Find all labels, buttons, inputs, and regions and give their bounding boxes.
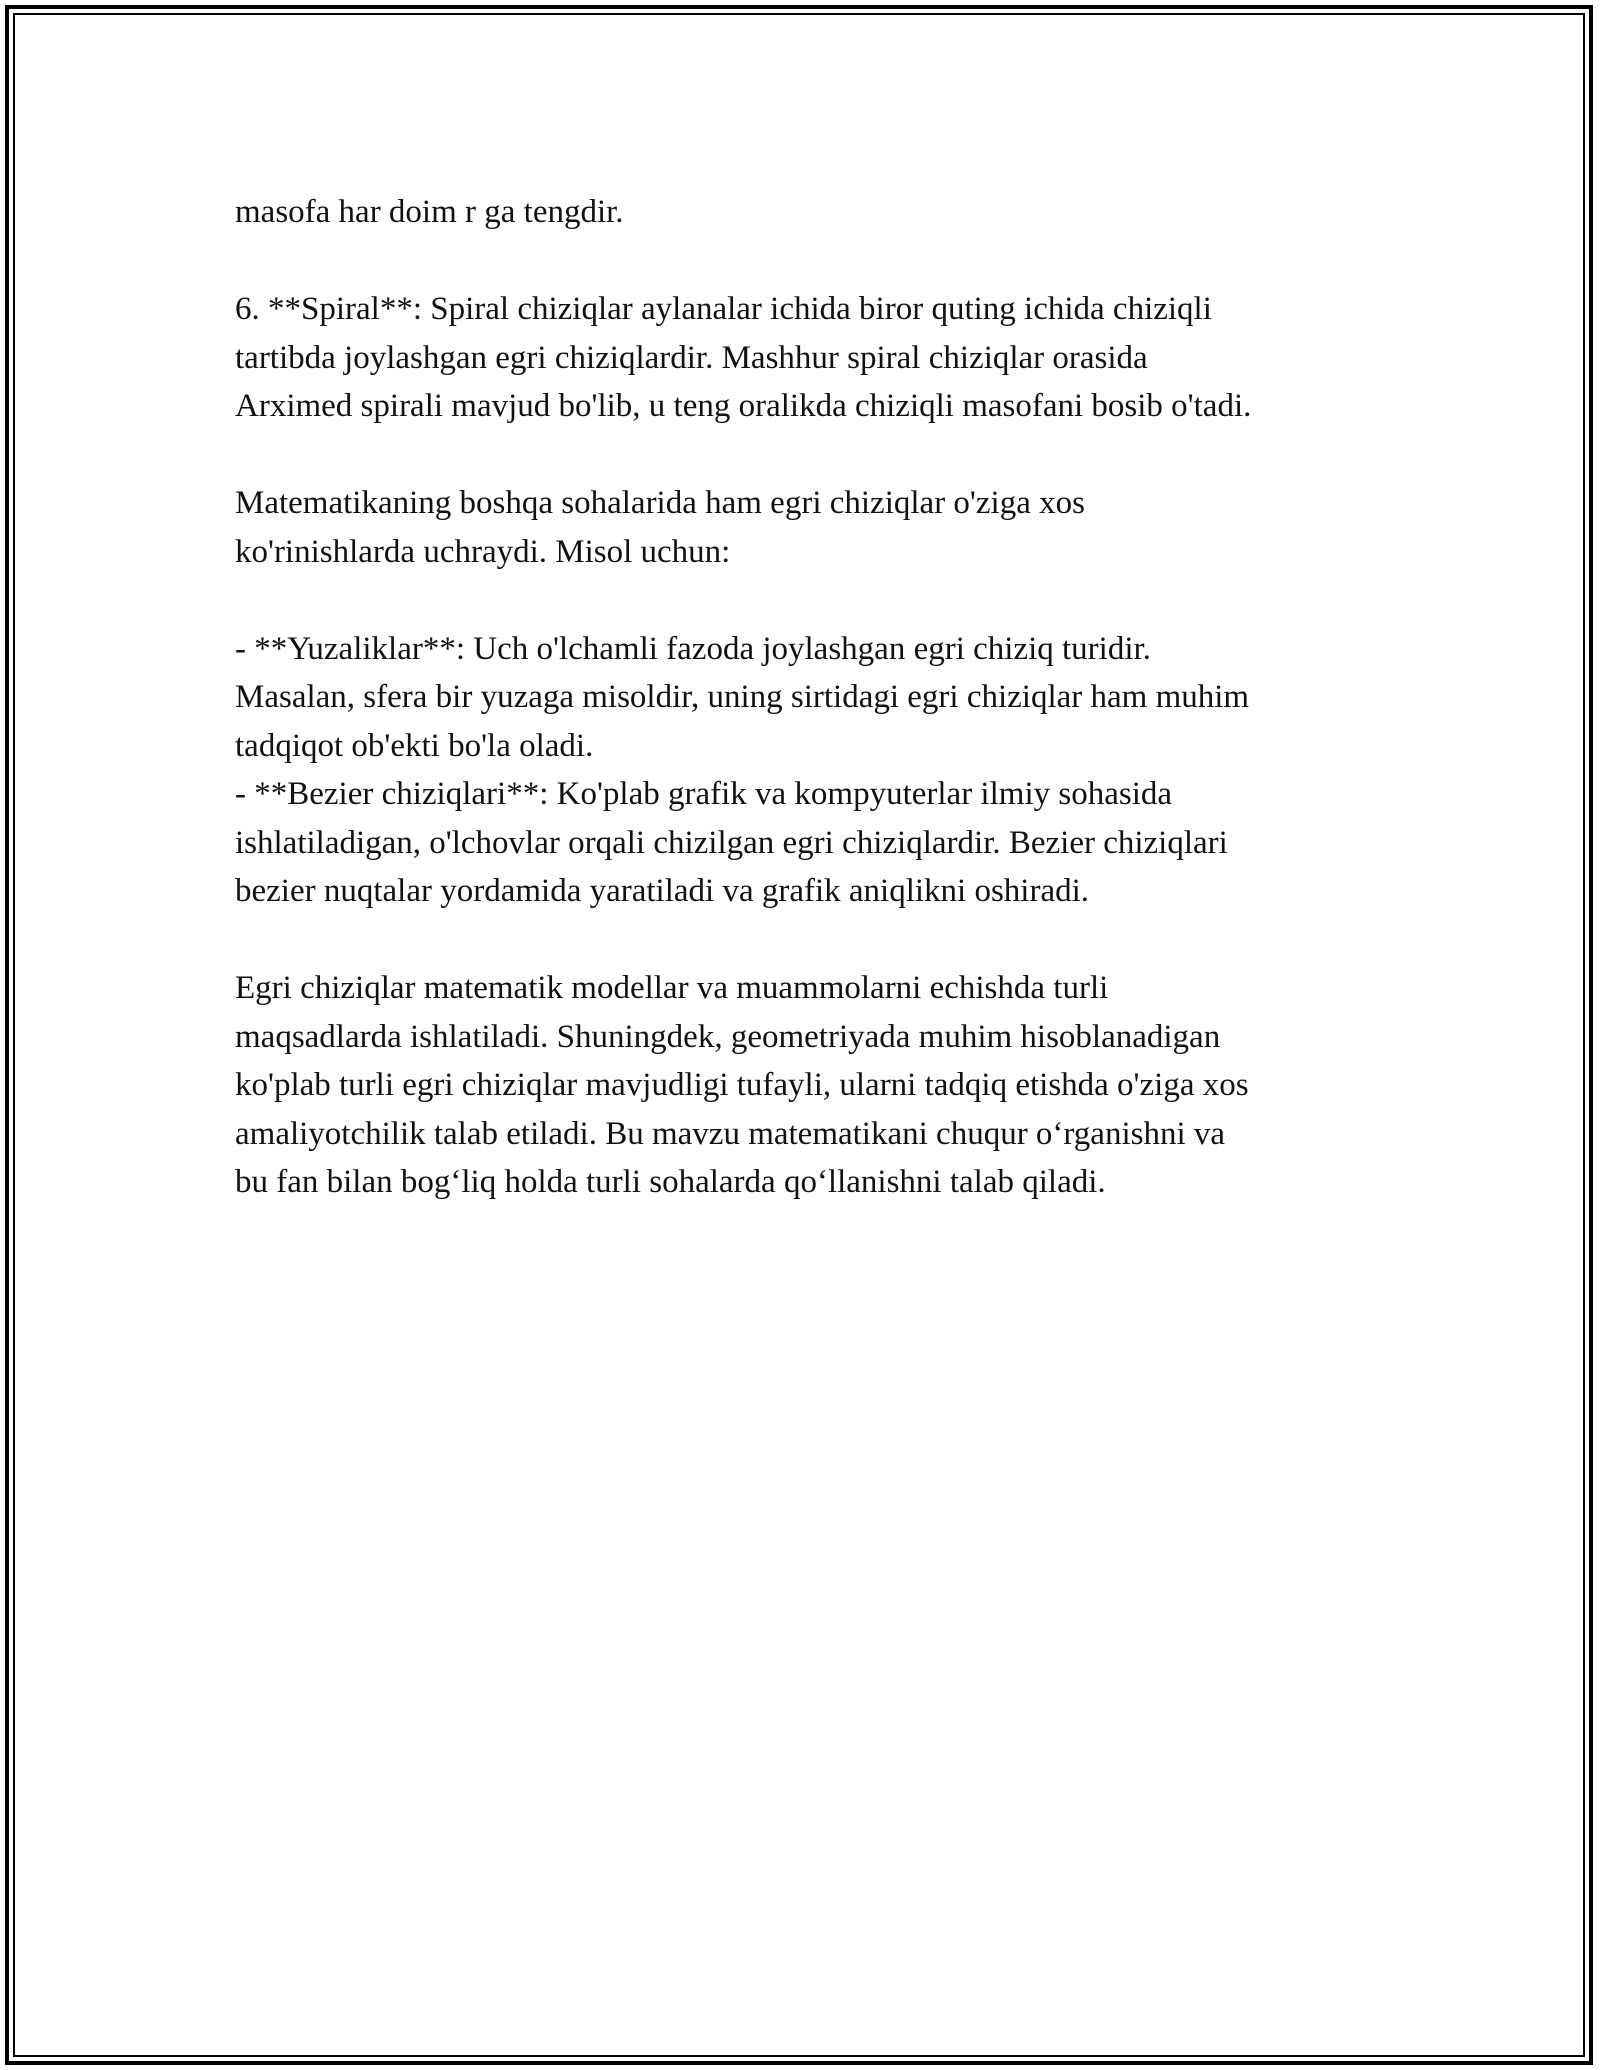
text-line: 6. **Spiral**: Spiral chiziqlar aylanalar ichida biror quting ichida chiziqli (235, 291, 1212, 327)
list-item-surfaces: - **Yuzaliklar**: Uch o'lchamli fazoda joylashgan egri chiziq turidir. (235, 630, 1151, 667)
list-item-bezier: - **Bezier chiziqlari**: Ko'plab grafik va kompyuterlar ilmiy sohasida (235, 776, 1173, 812)
text-line: ko'rinishlarda uchraydi. Misol uchun: (235, 533, 731, 570)
text-line: bezier nuqtalar yordamida yaratiladi va grafik aniqlikni oshiradi. (235, 873, 1090, 909)
text-line: Matematikaning boshqa sohalarida ham egri chiziqlar o'ziga xos (235, 485, 1085, 521)
text-line: amaliyotchilik talab etiladi. Bu mavzu matematikani chuqur o‘rganishni va (235, 1115, 1226, 1152)
paragraph-examples-list (235, 625, 1385, 916)
text-line: bu fan bilan bog‘liq holda turli sohalarda qo‘llanishni talab qiladi. (235, 1164, 1106, 1200)
paragraph-spiral (235, 285, 1385, 431)
text-line: tadqiqot ob'ekti bo'la oladi. (235, 727, 594, 764)
text-line: Egri chiziqlar matematik modellar va muammolarni echishda turli (235, 970, 1109, 1006)
text-line: Arximed spirali mavjud bo'lib, u teng oralikda chiziqli masofani bosib o'tadi. (235, 388, 1252, 424)
text-line: ishlatiladigan, o'lchovlar orqali chizilgan egri chiziqlardir. Bezier chiziqlari (235, 824, 1228, 861)
text-line: ko'plab turli egri chiziqlar mavjudligi tufayli, ularni tadqiq etishda o'ziga xos (235, 1067, 1249, 1103)
text-line: masofa har doim r ga tengdir. (235, 194, 624, 230)
document-body (235, 188, 1385, 1255)
text-line: Masalan, sfera bir yuzaga misoldir, uning sirtidagi egri chiziqlar ham muhim (235, 679, 1250, 715)
text-line: maqsadlarda ishlatiladi. Shuningdek, geometriyada muhim hisoblanadigan (235, 1018, 1221, 1055)
paragraph-other-fields (235, 479, 1385, 576)
paragraph-conclusion (235, 964, 1385, 1207)
text-line: tartibda joylashgan egri chiziqlardir. Mashhur spiral chiziqlar orasida (235, 339, 1148, 376)
paragraph-circle-end (235, 188, 1385, 237)
